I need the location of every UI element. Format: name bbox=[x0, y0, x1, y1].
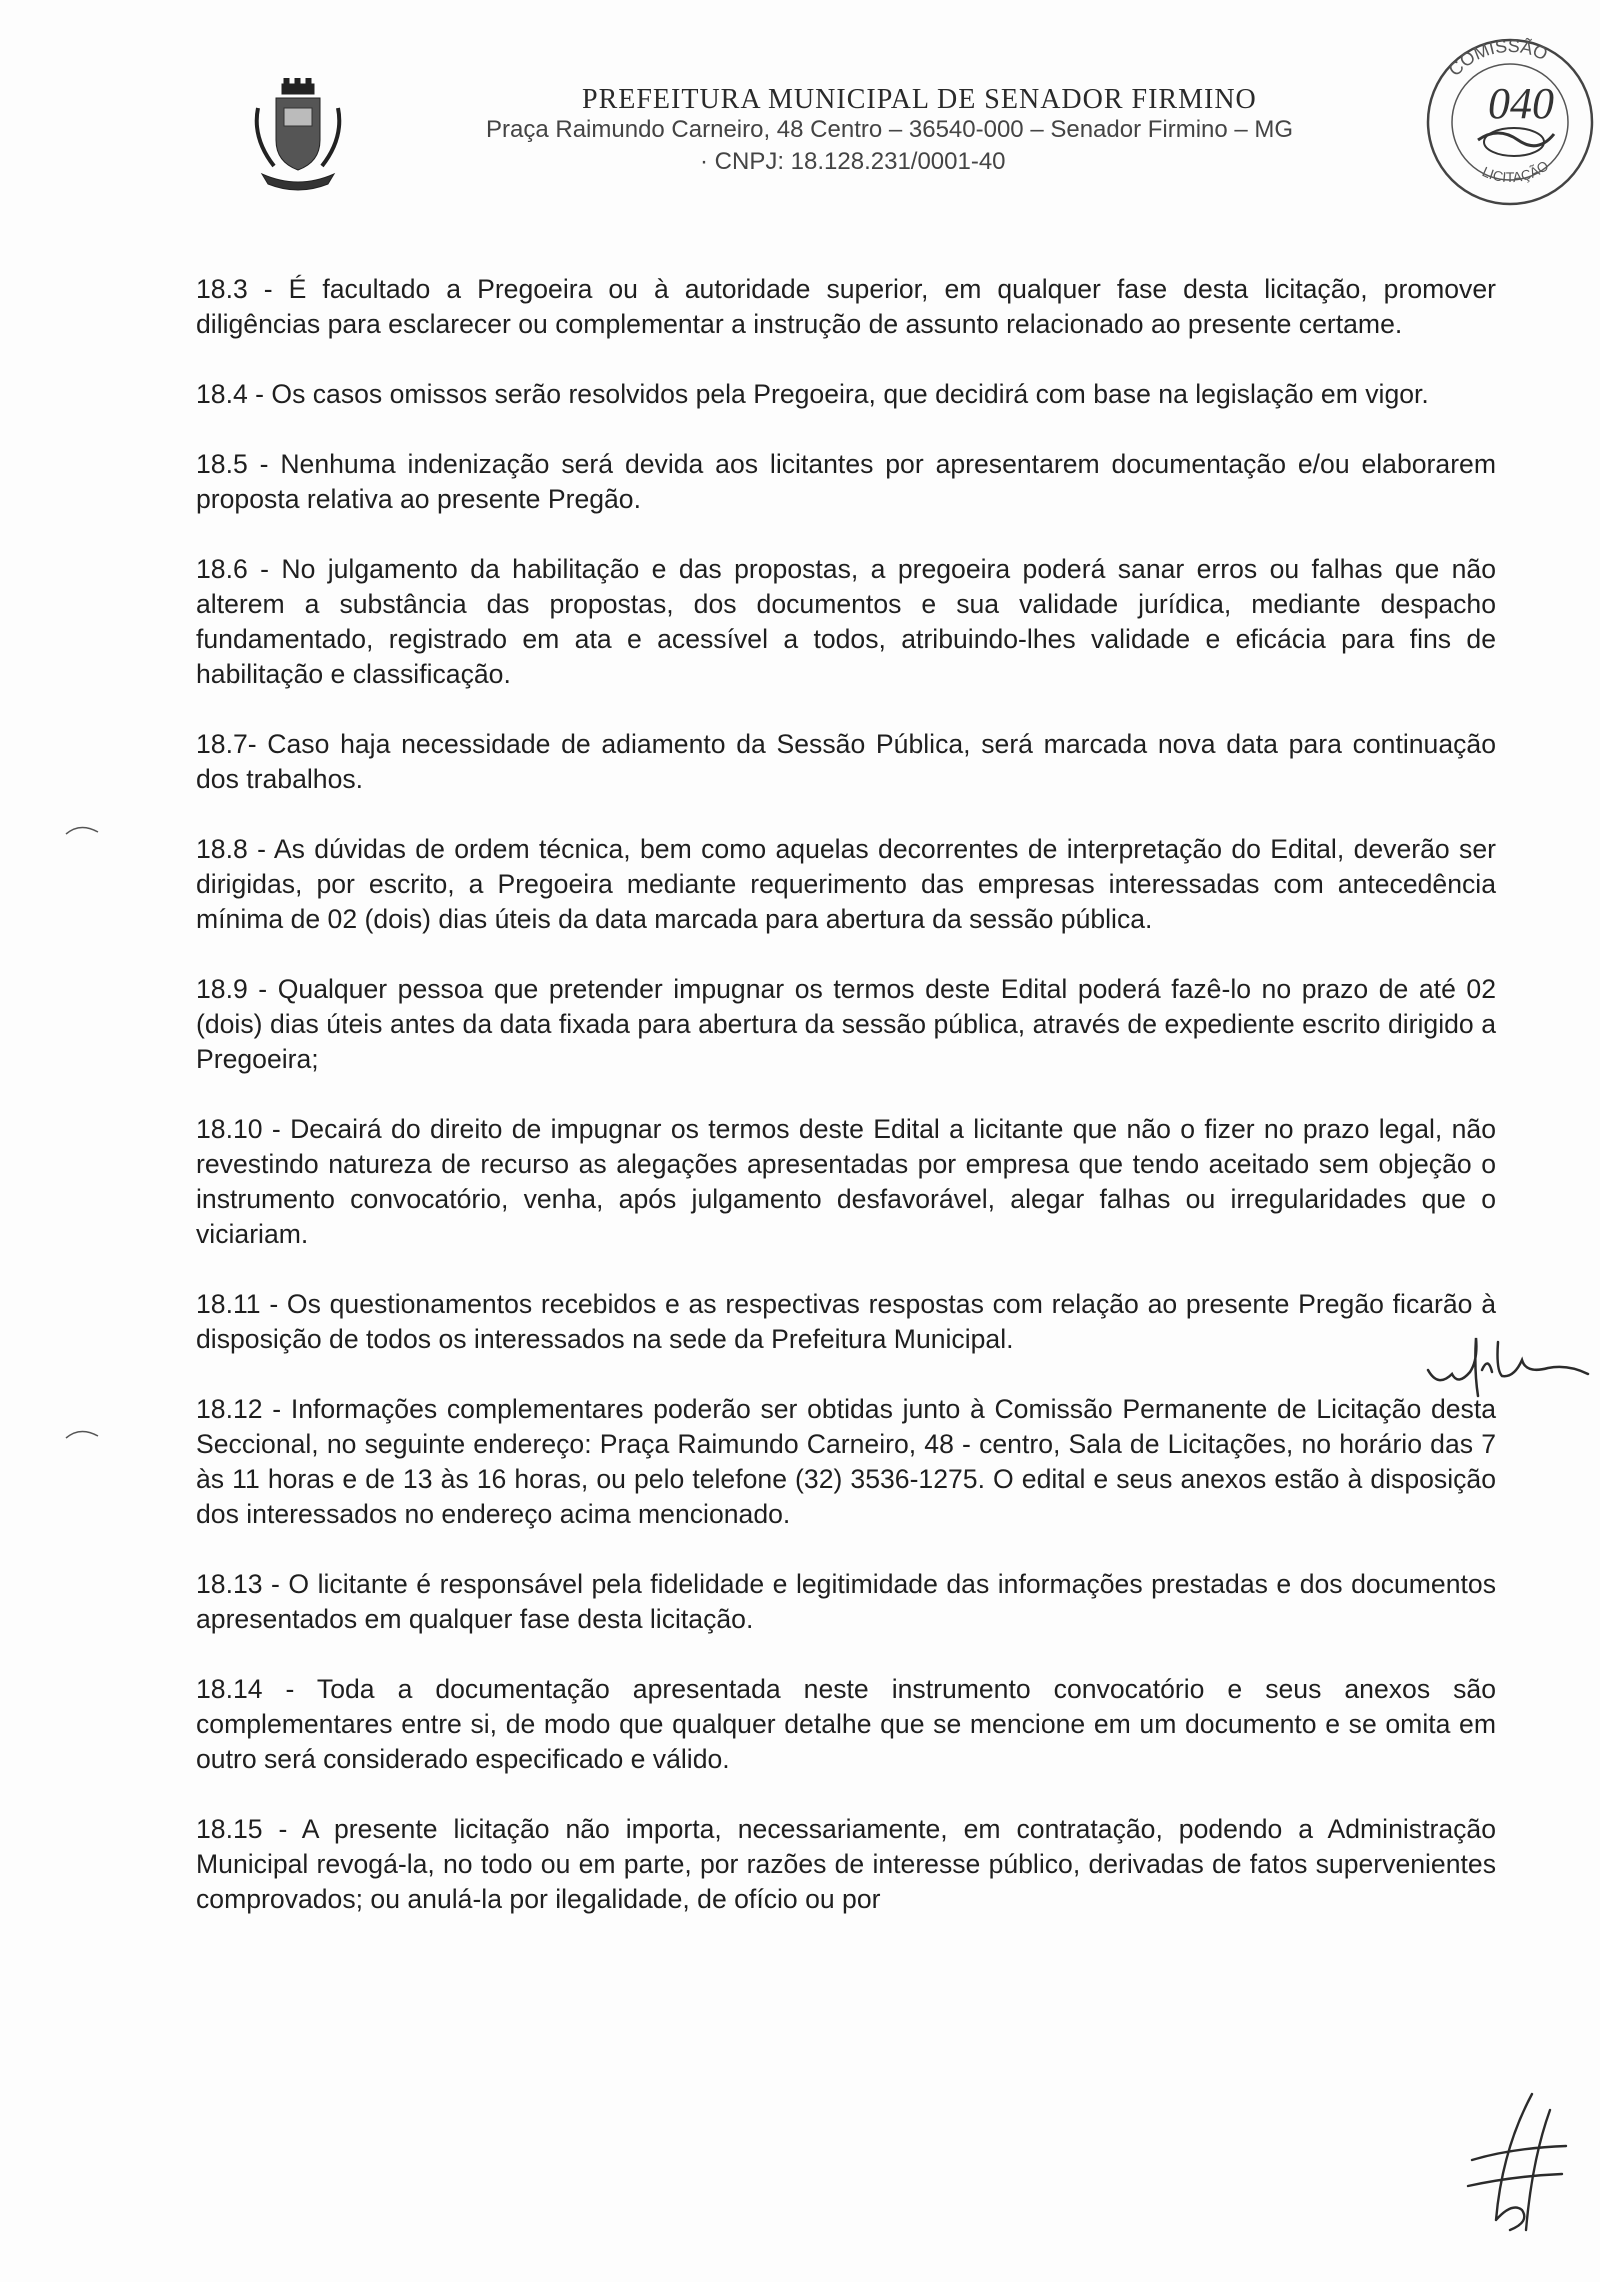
commission-stamp bbox=[1418, 22, 1600, 212]
clause-18-10: 18.10 - Decairá do direito de impugnar os termos deste Edital a licitante que não o fizer no prazo legal, não revestindo natureza de recurso as alegações apresentadas por empresa que tendo aceitado sem objeção o instrumento convocatório, venha, após julgamento desfavorável, alegar falhas ou irregularidades que o viciariam. bbox=[196, 1114, 1496, 1249]
clause-18-15: 18.15 - A presente licitação não importa, necessariamente, em contratação, podendo a Administração Municipal revogá-la, no todo ou em parte, por razões de interesse público, derivadas de fatos supervenientes comprovados; ou anulá-la por ilegalidade, de ofício ou por bbox=[196, 1814, 1496, 1914]
clause-18-6: 18.6 - No julgamento da habilitação e das propostas, a pregoeira poderá sanar erros ou falhas que não alterem a substância das propostas, dos documentos e sua validade jurídica, mediante despacho fundamentado, registrado em ata e acessível a todos, atribuindo-lhes validade e eficácia para fins de habilitação e classificação. bbox=[196, 554, 1496, 689]
clause-18-11: 18.11 - Os questionamentos recebidos e as respectivas respostas com relação ao presente Pregão ficarão à disposição de todos os interessados na sede da Prefeitura Municipal. bbox=[196, 1289, 1496, 1354]
header-title: PREFEITURA MUNICIPAL DE SENADOR FIRMINO bbox=[582, 84, 1257, 115]
svg-text:LICITAÇÃO: LICITAÇÃO bbox=[1479, 157, 1552, 186]
stamp-number: 040 bbox=[1488, 79, 1554, 128]
header-cnpj: · CNPJ: 18.128.231/0001-40 bbox=[700, 148, 1006, 175]
margin-mark bbox=[62, 822, 102, 838]
header-address: Praça Raimundo Carneiro, 48 Centro – 36540-000 – Senador Firmino – MG bbox=[486, 116, 1294, 143]
clause-18-12: 18.12 - Informações complementares poderão ser obtidas junto à Comissão Permanente de Licitação desta Seccional, no seguinte endereço: Praça Raimundo Carneiro, 48 - centro, Sala de Licitações, no horário das 7 às 11 horas e de 13 às 16 horas, ou pelo telefone (32) 3536-1275. O edital e seus anexos estão à disposição dos interessados no endereço acima mencionado. bbox=[196, 1394, 1496, 1529]
clause-18-5: 18.5 - Nenhuma indenização será devida aos licitantes por apresentarem documentação e/ou elaborarem proposta relativa ao presente Pregão. bbox=[196, 449, 1496, 514]
svg-text:COMISSÃO: COMISSÃO bbox=[1444, 35, 1551, 80]
clause-18-3: 18.3 - É facultado a Pregoeira ou à autoridade superior, em qualquer fase desta licitação, promover diligências para esclarecer ou complementar a instrução de assunto relacionado ao presente certame. bbox=[196, 274, 1496, 339]
handwritten-initials bbox=[1418, 1330, 1598, 1400]
margin-mark bbox=[62, 1426, 102, 1442]
clause-18-9: 18.9 - Qualquer pessoa que pretender impugnar os termos deste Edital poderá fazê-lo no prazo de até 02 (dois) dias úteis antes da data fixada para abertura da sessão pública, através de expediente escrito dirigido a Pregoeira; bbox=[196, 974, 1496, 1074]
clause-18-8: 18.8 - As dúvidas de ordem técnica, bem como aquelas decorrentes de interpretação do Edital, deverão ser dirigidas, por escrito, a Pregoeira mediante requerimento das empresas interessadas com antecedência mínima de 02 (dois) dias úteis da data marcada para abertura da sessão pública. bbox=[196, 834, 1496, 934]
municipal-coat-of-arms-logo bbox=[248, 78, 348, 198]
clause-18-4: 18.4 - Os casos omissos serão resolvidos pela Pregoeira, que decidirá com base na legislação em vigor. bbox=[196, 379, 1429, 409]
document-body bbox=[196, 272, 1496, 1952]
clause-18-7: 18.7- Caso haja necessidade de adiamento da Sessão Pública, será marcada nova data para continuação dos trabalhos. bbox=[196, 729, 1496, 794]
clause-18-13: 18.13 - O licitante é responsável pela fidelidade e legitimidade das informações prestadas e dos documentos apresentados em qualquer fase desta licitação. bbox=[196, 1569, 1496, 1634]
clause-18-14: 18.14 - Toda a documentação apresentada neste instrumento convocatório e seus anexos são complementares entre si, de modo que qualquer detalhe que se mencione em um documento e se omita em outro será considerado especificado e válido. bbox=[196, 1674, 1496, 1774]
handwritten-rubric-signature bbox=[1462, 2090, 1572, 2240]
